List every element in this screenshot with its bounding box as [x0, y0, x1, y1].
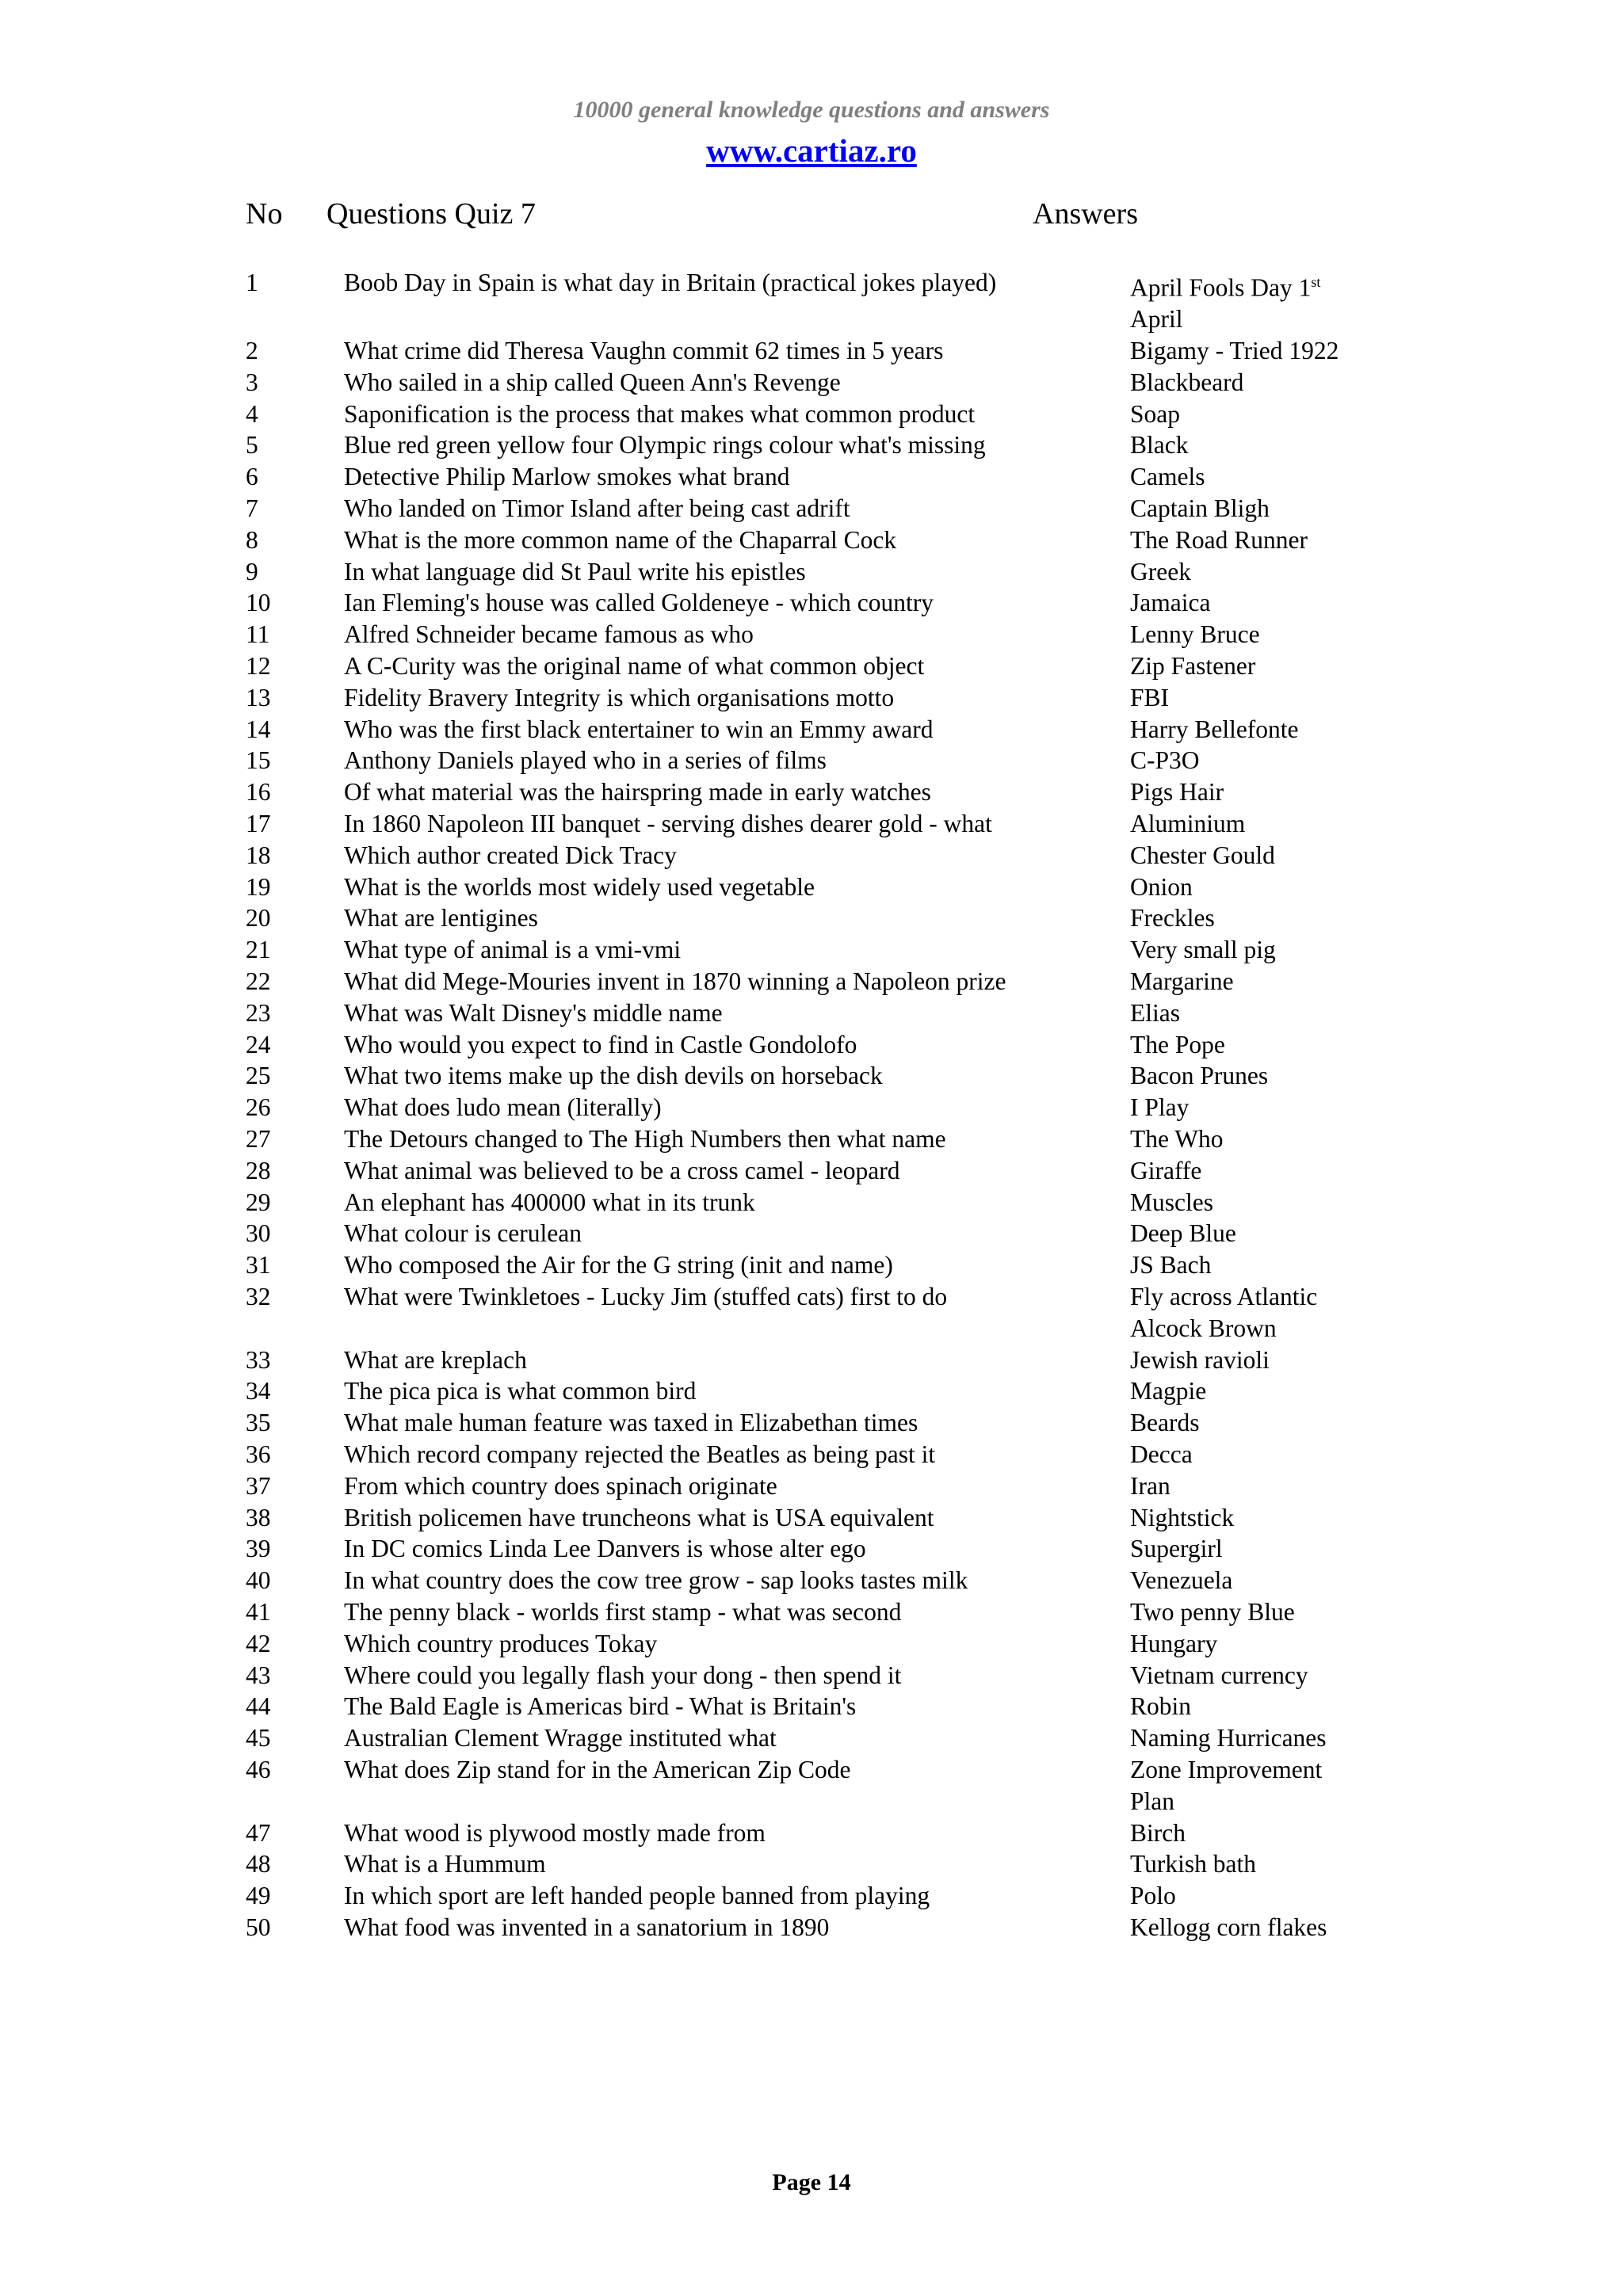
question-number: 14: [246, 715, 271, 743]
question-text: What is the worlds most widely used vegetable: [344, 872, 815, 901]
table-row: [0, 619, 1623, 650]
question-text: In DC comics Linda Lee Danvers is whose alter ego: [344, 1535, 866, 1563]
table-row: [0, 776, 1623, 808]
question-text: Who landed on Timor Island after being cast adrift: [344, 494, 850, 523]
question-text: What was Walt Disney's middle name: [344, 998, 723, 1027]
table-row: [0, 1754, 1623, 1817]
answer-text: FBI: [1130, 683, 1170, 711]
table-row: [0, 1281, 1623, 1344]
answer-text: Onion: [1130, 872, 1193, 901]
table-row: [0, 493, 1623, 524]
question-number: 39: [246, 1535, 271, 1563]
question-text: The penny black - worlds first stamp - what was second: [344, 1597, 902, 1626]
table-row: [0, 1249, 1623, 1281]
answer-text: The Who: [1130, 1125, 1224, 1154]
question-number: 12: [246, 652, 271, 681]
question-text: The pica pica is what common bird: [344, 1377, 697, 1405]
question-number: 45: [246, 1724, 271, 1753]
table-row: [0, 682, 1623, 714]
table-row: [0, 1565, 1623, 1596]
question-text: Blue red green yellow four Olympic rings colour what's missing: [344, 431, 986, 460]
answer-text: Naming Hurricanes: [1130, 1724, 1327, 1753]
table-row: [0, 1533, 1623, 1565]
answer-text: Hungary: [1130, 1629, 1218, 1657]
question-text: What does ludo mean (literally): [344, 1093, 662, 1122]
question-number: 33: [246, 1345, 271, 1374]
question-text: Detective Philip Marlow smokes what brand: [344, 463, 790, 491]
answer-text: [1130, 267, 1384, 335]
table-row: [0, 1218, 1623, 1249]
table-row: [0, 1029, 1623, 1061]
table-row: [0, 335, 1623, 367]
question-text: In which sport are left handed people banned from playing: [344, 1882, 930, 1910]
table-row: [0, 429, 1623, 461]
question-text: Who would you expect to find in Castle Gondolofo: [344, 1030, 857, 1058]
question-number: 50: [246, 1913, 271, 1941]
question-text: What is a Hummum: [344, 1850, 546, 1878]
question-number: 29: [246, 1188, 271, 1216]
answer-text: I Play: [1130, 1093, 1190, 1122]
table-row: [0, 934, 1623, 966]
question-number: 4: [246, 399, 258, 428]
table-row: [0, 1722, 1623, 1754]
question-number: 9: [246, 557, 258, 585]
question-text: An elephant has 400000 what in its trunk: [344, 1188, 755, 1216]
question-number: 27: [246, 1125, 271, 1154]
answer-text: Chester Gould: [1130, 841, 1275, 869]
question-text: In 1860 Napoleon III banquet - serving dishes dearer gold - what: [344, 810, 992, 838]
question-text: What are lentigines: [344, 904, 538, 933]
question-number: 32: [246, 1283, 271, 1310]
question-number: 6: [246, 463, 258, 491]
question-text: What type of animal is a vmi-vmi: [344, 936, 682, 964]
answer-continuation: April: [1130, 305, 1183, 334]
question-text: In what language did St Paul write his epistles: [344, 557, 806, 585]
answer-text: Freckles: [1130, 904, 1215, 933]
table-row: [0, 745, 1623, 776]
question-text: What were Twinkletoes - Lucky Jim (stuffed cats) first to do: [344, 1283, 948, 1310]
answer-text: JS Bach: [1130, 1251, 1212, 1280]
answer-text: Captain Bligh: [1130, 494, 1270, 523]
answer-text: Vietnam currency: [1130, 1661, 1308, 1689]
question-number: 38: [246, 1503, 271, 1531]
table-row: [0, 1912, 1623, 1943]
question-number: 28: [246, 1156, 271, 1184]
question-number: 40: [246, 1566, 271, 1595]
question-answer-list: [0, 267, 1623, 1943]
answer-text: Very small pig: [1130, 936, 1276, 964]
table-row: [0, 1817, 1623, 1849]
answer-text: Soap: [1130, 399, 1180, 428]
question-text: Which country produces Tokay: [344, 1629, 658, 1657]
question-number: 36: [246, 1440, 271, 1468]
question-number: 21: [246, 936, 271, 964]
question-number: 1: [246, 269, 258, 296]
answer-text: Bacon Prunes: [1130, 1062, 1269, 1090]
question-number: 26: [246, 1093, 271, 1122]
question-number: 48: [246, 1850, 271, 1878]
answer-text: Zone Improvement Plan: [1130, 1755, 1323, 1815]
question-text: A C-Curity was the original name of what common object: [344, 652, 925, 681]
question-number: 49: [246, 1882, 271, 1910]
column-header-answers: Answers: [1033, 197, 1138, 231]
table-row: [0, 587, 1623, 619]
answer-text: Robin: [1130, 1692, 1192, 1721]
answer-text: Margarine: [1130, 967, 1234, 996]
answer-text: The Road Runner: [1130, 525, 1308, 554]
question-number: 20: [246, 904, 271, 933]
answer-text: Jewish ravioli: [1130, 1345, 1270, 1374]
table-row: [0, 1344, 1623, 1376]
answer-text: Greek: [1130, 557, 1191, 585]
question-text: The Bald Eagle is Americas bird - What is Britain's: [344, 1692, 857, 1721]
question-text: What animal was believed to be a cross camel - leopard: [344, 1156, 900, 1184]
answer-text: Turkish bath: [1130, 1850, 1256, 1878]
table-row: [0, 1880, 1623, 1912]
table-row: [0, 1660, 1623, 1691]
question-text: Which author created Dick Tracy: [344, 841, 677, 869]
table-row: [0, 966, 1623, 997]
table-row: [0, 399, 1623, 430]
question-number: 22: [246, 967, 271, 996]
table-row: [0, 871, 1623, 903]
table-row: [0, 650, 1623, 682]
question-number: 8: [246, 525, 258, 554]
question-text: What two items make up the dish devils on horseback: [344, 1062, 883, 1090]
answer-text: Pigs Hair: [1130, 778, 1224, 807]
question-number: 43: [246, 1661, 271, 1689]
question-text: From which country does spinach originate: [344, 1471, 777, 1500]
question-text: What wood is plywood mostly made from: [344, 1818, 766, 1847]
table-row: [0, 556, 1623, 588]
table-row: [0, 267, 1623, 335]
question-text: Alfred Schneider became famous as who: [344, 620, 754, 649]
question-number: 42: [246, 1629, 271, 1657]
answer-text: Fly across Atlantic Alcock Brown: [1130, 1283, 1318, 1342]
answer-text: Harry Bellefonte: [1130, 715, 1299, 743]
question-text: Fidelity Bravery Integrity is which organisations motto: [344, 683, 895, 711]
question-number: 31: [246, 1251, 271, 1280]
question-number: 37: [246, 1471, 271, 1500]
column-header-questions: Questions Quiz 7: [327, 197, 536, 231]
table-row: [0, 714, 1623, 746]
table-row: [0, 1187, 1623, 1219]
question-text: What did Mege-Mouries invent in 1870 winning a Napoleon prize: [344, 967, 1006, 996]
table-row: [0, 1439, 1623, 1470]
question-text: Who sailed in a ship called Queen Ann's Revenge: [344, 368, 841, 396]
answer-text: Giraffe: [1130, 1156, 1202, 1184]
question-text: Of what material was the hairspring made in early watches: [344, 778, 931, 807]
answer-text: Bigamy - Tried 1922: [1130, 337, 1339, 365]
answer-text: Black: [1130, 431, 1189, 460]
answer-text: Nightstick: [1130, 1503, 1235, 1531]
question-number: 19: [246, 872, 271, 901]
answer-text: Venezuela: [1130, 1566, 1233, 1595]
question-number: 44: [246, 1692, 271, 1721]
answer-text: Blackbeard: [1130, 368, 1244, 396]
question-number: 3: [246, 368, 258, 396]
answer-text: Muscles: [1130, 1188, 1213, 1216]
question-number: 25: [246, 1062, 271, 1090]
answer-text: C-P3O: [1130, 746, 1200, 775]
question-text: Which record company rejected the Beatles as being past it: [344, 1440, 936, 1468]
answer-text: Magpie: [1130, 1377, 1207, 1405]
answer-superscript: st: [1311, 274, 1321, 290]
document-subtitle: 10000 general knowledge questions and answers: [573, 97, 1050, 123]
table-row: [0, 1628, 1623, 1660]
answer-text: Zip Fastener: [1130, 652, 1256, 681]
question-text: Anthony Daniels played who in a series of films: [344, 746, 827, 775]
question-text: Ian Fleming's house was called Goldeneye - which country: [344, 589, 934, 617]
table-row: [0, 1691, 1623, 1722]
table-row: [0, 461, 1623, 493]
table-row: [0, 902, 1623, 934]
table-row: [0, 367, 1623, 399]
question-text: Boob Day in Spain is what day in Britain (practical jokes played): [344, 269, 997, 296]
question-text: What male human feature was taxed in Elizabethan times: [344, 1409, 918, 1437]
question-number: 24: [246, 1030, 271, 1058]
question-number: 11: [246, 620, 270, 649]
question-text: What is the more common name of the Chaparral Cock: [344, 525, 897, 554]
page-number: Page 14: [772, 2169, 851, 2195]
answer-text: Beards: [1130, 1409, 1200, 1437]
question-number: 23: [246, 998, 271, 1027]
question-text: Who was the first black entertainer to win an Emmy award: [344, 715, 934, 743]
question-number: 7: [246, 494, 258, 523]
question-text: What colour is cerulean: [344, 1219, 582, 1248]
question-text: What does Zip stand for in the American Zip Code: [344, 1755, 851, 1783]
table-row: [0, 1470, 1623, 1502]
table-row: [0, 1092, 1623, 1123]
question-number: 15: [246, 746, 271, 775]
question-number: 35: [246, 1409, 271, 1437]
question-text: What crime did Theresa Vaughn commit 62 times in 5 years: [344, 337, 944, 365]
answer-text: Supergirl: [1130, 1535, 1223, 1563]
question-text: What food was invented in a sanatorium in 1890: [344, 1913, 830, 1941]
answer-text: Decca: [1130, 1440, 1193, 1468]
question-number: 13: [246, 683, 271, 711]
answer-text: The Pope: [1130, 1030, 1225, 1058]
question-number: 41: [246, 1597, 271, 1626]
question-text: Saponification is the process that makes what common product: [344, 399, 976, 428]
table-row: [0, 524, 1623, 556]
answer-text: Camels: [1130, 463, 1205, 491]
question-number: 46: [246, 1755, 271, 1783]
answer-text: Kellogg corn flakes: [1130, 1913, 1327, 1941]
website-link[interactable]: www.cartiaz.ro: [706, 132, 917, 169]
table-row: [0, 808, 1623, 840]
question-number: 10: [246, 589, 271, 617]
question-number: 18: [246, 841, 271, 869]
answer-text: Jamaica: [1130, 589, 1211, 617]
table-row: [0, 1848, 1623, 1880]
answer-text: Iran: [1130, 1471, 1170, 1500]
table-row: [0, 1155, 1623, 1187]
table-row: [0, 1502, 1623, 1534]
question-number: 5: [246, 431, 258, 460]
answer-text: Elias: [1130, 998, 1180, 1027]
question-number: 17: [246, 810, 271, 838]
question-text: In what country does the cow tree grow - sap looks tastes milk: [344, 1566, 968, 1595]
question-text: Australian Clement Wragge instituted what: [344, 1724, 777, 1753]
question-text: Who composed the Air for the G string (init and name): [344, 1251, 893, 1280]
answer-text: Two penny Blue: [1130, 1597, 1295, 1626]
question-text: British policemen have truncheons what is USA equivalent: [344, 1503, 934, 1531]
table-row: [0, 1123, 1623, 1155]
question-number: 16: [246, 778, 271, 807]
question-number: 34: [246, 1377, 271, 1405]
question-text: The Detours changed to The High Numbers then what name: [344, 1125, 946, 1154]
answer-text: Lenny Bruce: [1130, 620, 1260, 649]
question-text: Where could you legally flash your dong - then spend it: [344, 1661, 902, 1689]
answer-text: Birch: [1130, 1818, 1186, 1847]
table-row: [0, 1596, 1623, 1628]
answer-text: Polo: [1130, 1882, 1176, 1910]
answer-text: Deep Blue: [1130, 1219, 1236, 1248]
question-number: 30: [246, 1219, 271, 1248]
table-row: [0, 997, 1623, 1029]
column-header-no: No: [246, 197, 283, 231]
table-row: [0, 840, 1623, 871]
table-row: [0, 1375, 1623, 1407]
question-text: What are kreplach: [344, 1345, 527, 1374]
question-number: 2: [246, 337, 258, 365]
table-row: [0, 1060, 1623, 1092]
question-number: 47: [246, 1818, 271, 1847]
table-row: [0, 1407, 1623, 1439]
answer-text: Aluminium: [1130, 810, 1246, 838]
answer-main: April Fools Day 1: [1130, 273, 1312, 302]
